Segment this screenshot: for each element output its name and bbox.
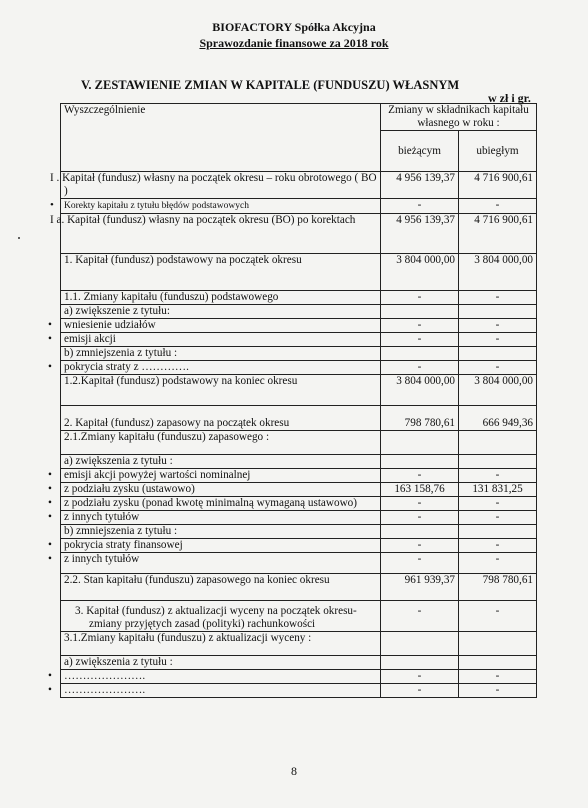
row-label: • emisji akcji xyxy=(61,333,381,347)
row-value-previous: 4 716 900,61 xyxy=(459,172,537,199)
row-value-previous: - xyxy=(459,291,537,305)
table-row xyxy=(61,525,537,539)
row-value-current: 961 939,37 xyxy=(381,574,459,601)
row-label: • Korekty kapitału z tytułu błędów podstawowych xyxy=(61,199,381,214)
row-label: a) zwiększenia z tytułu : xyxy=(61,455,381,469)
currency-unit: w zł i gr. xyxy=(488,91,531,105)
row-value-previous: - xyxy=(459,670,537,684)
row-label: 2.1.Zmiany kapitału (funduszu) zapasowego : xyxy=(61,431,381,455)
row-value-previous: - xyxy=(459,684,537,698)
row-value-previous: - xyxy=(459,553,537,574)
row-value-current: 798 780,61 xyxy=(381,406,459,431)
page-number: 8 xyxy=(291,764,297,778)
table-row xyxy=(61,497,537,511)
table-row xyxy=(61,632,537,656)
row-value-previous: - xyxy=(459,469,537,483)
table-row xyxy=(61,483,537,497)
row-label: 1.2.Kapitał (fundusz) podstawowy na koniec okresu xyxy=(61,375,381,406)
row-label: 1.1. Zmiany kapitału (funduszu) podstawowego xyxy=(61,291,381,305)
row-value-previous xyxy=(459,455,537,469)
row-value-current: - xyxy=(381,601,459,632)
row-value-previous: 3 804 000,00 xyxy=(459,375,537,406)
section-title: V. ZESTAWIENIE ZMIAN W KAPITALE (FUNDUSZU) WŁASNYM xyxy=(81,78,460,92)
table-row xyxy=(61,469,537,483)
row-label: I a. Kapitał (fundusz) własny na początek okresu (BO) po korektach xyxy=(61,214,381,254)
row-value-current: 3 804 000,00 xyxy=(381,375,459,406)
row-value-previous xyxy=(459,305,537,319)
row-label: a) zwiększenia z tytułu : xyxy=(61,656,381,670)
row-value-current xyxy=(381,347,459,361)
row-label: I . Kapitał (fundusz) własny na początek okresu – roku obrotowego ( BO ) xyxy=(61,172,381,199)
table-row xyxy=(61,254,537,291)
table-row xyxy=(61,333,537,347)
row-value-current: - xyxy=(381,539,459,553)
row-value-current: 4 956 139,37 xyxy=(381,172,459,199)
row-label: • z podziału zysku (ponad kwotę minimalną wymaganą ustawowo) xyxy=(61,497,381,511)
row-value-previous: - xyxy=(459,319,537,333)
row-value-current xyxy=(381,431,459,455)
table-row xyxy=(61,319,537,333)
row-value-previous: 3 804 000,00 xyxy=(459,254,537,291)
row-value-current: - xyxy=(381,511,459,525)
table-row xyxy=(61,656,537,670)
table-row xyxy=(61,199,537,214)
table-row xyxy=(61,684,537,698)
row-value-previous: 131 831,25 xyxy=(459,483,537,497)
row-label: • pokrycia straty finansowej xyxy=(61,539,381,553)
row-value-current xyxy=(381,656,459,670)
report-title: Sprawozdanie finansowe za 2018 rok xyxy=(199,36,389,50)
row-value-previous: 4 716 900,61 xyxy=(459,214,537,254)
row-value-current xyxy=(381,525,459,539)
row-value-previous xyxy=(459,431,537,455)
row-label: b) zmniejszenia z tytułu : xyxy=(61,525,381,539)
row-label: • pokrycia straty z …………. xyxy=(61,361,381,375)
table-row xyxy=(61,347,537,361)
row-label: b) zmniejszenia z tytułu : xyxy=(61,347,381,361)
row-value-current: 3 804 000,00 xyxy=(381,254,459,291)
row-value-current: 163 158,76 xyxy=(381,483,459,497)
row-value-previous: - xyxy=(459,333,537,347)
row-label: • z innych tytułów xyxy=(61,553,381,574)
row-value-current: - xyxy=(381,497,459,511)
row-value-previous: - xyxy=(459,601,537,632)
header-description: Wyszczególnienie xyxy=(61,104,381,172)
row-value-previous: - xyxy=(459,199,537,214)
table-header-row xyxy=(61,104,537,131)
table-row xyxy=(61,455,537,469)
row-label: a) zwiększenie z tytułu: xyxy=(61,305,381,319)
table-row xyxy=(61,539,537,553)
table-row xyxy=(61,214,537,254)
row-value-current: - xyxy=(381,469,459,483)
row-value-previous: - xyxy=(459,361,537,375)
row-value-current xyxy=(381,632,459,656)
row-value-current: - xyxy=(381,361,459,375)
row-label: 2. Kapitał (fundusz) zapasowy na początek okresu xyxy=(61,406,381,431)
table-row xyxy=(61,406,537,431)
row-label: • z innych tytułów xyxy=(61,511,381,525)
row-value-previous xyxy=(459,632,537,656)
row-value-current: - xyxy=(381,291,459,305)
row-label: 2.2. Stan kapitału (funduszu) zapasowego na koniec okresu xyxy=(61,574,381,601)
table-row xyxy=(61,172,537,199)
table-row xyxy=(61,574,537,601)
row-value-current: 4 956 139,37 xyxy=(381,214,459,254)
row-value-current: - xyxy=(381,199,459,214)
row-value-current: - xyxy=(381,333,459,347)
table-row xyxy=(61,431,537,455)
row-label: • z podziału zysku (ustawowo) xyxy=(61,483,381,497)
header-changes-group: Zmiany w składnikach kapitału własnego w roku : xyxy=(381,104,537,131)
company-name: BIOFACTORY Spółka Akcyjna xyxy=(212,20,376,34)
row-value-previous xyxy=(459,525,537,539)
row-value-current xyxy=(381,455,459,469)
row-label: • …………………. xyxy=(61,670,381,684)
table-row xyxy=(61,511,537,525)
equity-changes-table xyxy=(50,103,537,698)
row-value-previous xyxy=(459,656,537,670)
row-label: • emisji akcji powyżej wartości nominalnej xyxy=(61,469,381,483)
row-label: • …………………. xyxy=(61,684,381,698)
row-value-current: - xyxy=(381,553,459,574)
row-value-previous xyxy=(459,347,537,361)
table-row xyxy=(61,305,537,319)
row-value-previous: - xyxy=(459,497,537,511)
row-value-current: - xyxy=(381,684,459,698)
row-label: • wniesienie udziałów xyxy=(61,319,381,333)
table-row xyxy=(61,601,537,632)
row-value-previous: - xyxy=(459,539,537,553)
row-label: 3.1.Zmiany kapitału (funduszu) z aktualizacji wyceny : xyxy=(61,632,381,656)
margin-dot xyxy=(18,237,20,239)
row-value-current: - xyxy=(381,670,459,684)
row-value-current xyxy=(381,305,459,319)
row-value-previous: 666 949,36 xyxy=(459,406,537,431)
table-row xyxy=(61,375,537,406)
header-previous-year: ubiegłym xyxy=(459,131,537,172)
table-row xyxy=(61,670,537,684)
header-current-year: bieżącym xyxy=(381,131,459,172)
table-row xyxy=(61,553,537,574)
row-label: 1. Kapitał (fundusz) podstawowy na początek okresu xyxy=(61,254,381,291)
row-value-previous: - xyxy=(459,511,537,525)
row-label: 3. Kapitał (fundusz) z aktualizacji wyceny na początek okresu- zmiany przyjętych zasad (polityki) rachunkowości xyxy=(61,601,381,632)
table-row xyxy=(61,291,537,305)
row-value-previous: 798 780,61 xyxy=(459,574,537,601)
table-row xyxy=(61,361,537,375)
row-value-current: - xyxy=(381,319,459,333)
